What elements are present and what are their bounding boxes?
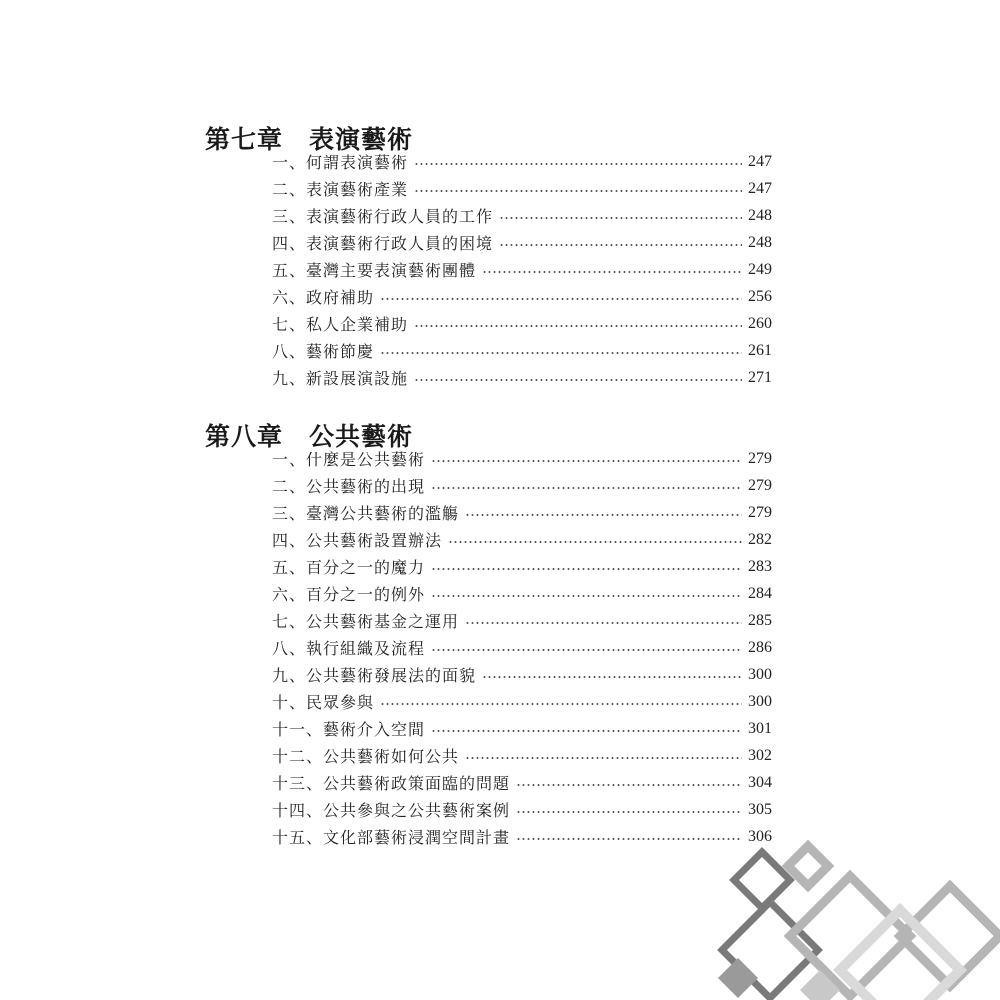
toc-page-number: 300 bbox=[748, 692, 772, 710]
toc-entry[interactable] bbox=[272, 796, 772, 823]
toc-entry-label: 十四、公共參與之公共藝術案例 bbox=[272, 801, 511, 820]
toc-page-number: 279 bbox=[748, 476, 772, 494]
toc-entry-label: 五、臺灣主要表演藝術團體 bbox=[272, 261, 477, 280]
toc-entry[interactable] bbox=[272, 256, 772, 283]
dot-leader bbox=[414, 163, 742, 165]
dot-leader bbox=[380, 352, 742, 354]
toc-entry-label: 十一、藝術介入空間 bbox=[272, 720, 426, 739]
toc-page-number: 247 bbox=[748, 152, 772, 170]
dot-leader bbox=[465, 622, 742, 624]
toc-page-number: 249 bbox=[748, 260, 772, 278]
dot-leader bbox=[465, 757, 742, 759]
chapter-number: 第七章 bbox=[205, 125, 284, 154]
toc-page-number: 261 bbox=[748, 341, 772, 359]
toc-entry-label: 九、公共藝術發展法的面貌 bbox=[272, 666, 477, 685]
toc-entry[interactable] bbox=[272, 742, 772, 769]
toc-entry-label: 四、表演藝術行政人員的困境 bbox=[272, 234, 494, 253]
toc-entry[interactable] bbox=[272, 634, 772, 661]
toc-page-number: 284 bbox=[748, 584, 772, 602]
chapter-name: 表演藝術 bbox=[309, 125, 414, 154]
toc-entry[interactable] bbox=[272, 445, 772, 472]
toc-entry[interactable] bbox=[272, 229, 772, 256]
toc-page-number: 306 bbox=[748, 827, 772, 845]
toc-page-number: 247 bbox=[748, 179, 772, 197]
toc-entry-label: 二、公共藝術的出現 bbox=[272, 477, 426, 496]
chapter-8-entries bbox=[272, 445, 772, 850]
toc-entry[interactable] bbox=[272, 337, 772, 364]
toc-entry[interactable] bbox=[272, 715, 772, 742]
toc-page-number: 248 bbox=[748, 206, 772, 224]
dot-leader bbox=[482, 676, 742, 678]
toc-entry-label: 十五、文化部藝術浸潤空間計畫 bbox=[272, 828, 511, 847]
toc-entry[interactable] bbox=[272, 499, 772, 526]
dot-leader bbox=[516, 784, 742, 786]
dot-leader bbox=[431, 730, 742, 732]
toc-page-number: 305 bbox=[748, 800, 772, 818]
toc-entry[interactable] bbox=[272, 175, 772, 202]
toc-entry[interactable] bbox=[272, 580, 772, 607]
toc-entry[interactable] bbox=[272, 310, 772, 337]
toc-entry[interactable] bbox=[272, 553, 772, 580]
dot-leader bbox=[414, 325, 742, 327]
toc-page-number: 282 bbox=[748, 530, 772, 548]
toc-entry[interactable] bbox=[272, 607, 772, 634]
toc-page-number: 271 bbox=[748, 368, 772, 386]
chapter-7-entries bbox=[272, 148, 772, 391]
toc-entry-label: 六、政府補助 bbox=[272, 288, 375, 307]
toc-entry-label: 五、百分之一的魔力 bbox=[272, 558, 426, 577]
dot-leader bbox=[414, 190, 742, 192]
toc-entry-label: 七、公共藝術基金之運用 bbox=[272, 612, 460, 631]
toc-entry-label: 二、表演藝術產業 bbox=[272, 180, 409, 199]
toc-entry-label: 十、民眾參與 bbox=[272, 693, 375, 712]
dot-leader bbox=[380, 298, 742, 300]
dot-leader bbox=[431, 460, 742, 462]
toc-page-number: 300 bbox=[748, 665, 772, 683]
dot-leader bbox=[465, 514, 742, 516]
dot-leader bbox=[499, 217, 742, 219]
toc-page-number: 301 bbox=[748, 719, 772, 737]
dot-leader bbox=[431, 595, 742, 597]
toc-page-number: 260 bbox=[748, 314, 772, 332]
toc-page-number: 279 bbox=[748, 449, 772, 467]
toc-entry[interactable] bbox=[272, 526, 772, 553]
toc-entry-label: 一、什麼是公共藝術 bbox=[272, 450, 426, 469]
toc-entry[interactable] bbox=[272, 283, 772, 310]
toc-page-number: 286 bbox=[748, 638, 772, 656]
dot-leader bbox=[431, 487, 742, 489]
dot-leader bbox=[482, 271, 742, 273]
toc-entry-label: 三、臺灣公共藝術的濫觴 bbox=[272, 504, 460, 523]
dot-leader bbox=[431, 568, 742, 570]
toc-entry-label: 一、何謂表演藝術 bbox=[272, 153, 409, 172]
toc-entry[interactable] bbox=[272, 823, 772, 850]
dot-leader bbox=[380, 703, 742, 705]
toc-entry[interactable] bbox=[272, 202, 772, 229]
toc-entry-label: 九、新設展演設施 bbox=[272, 369, 409, 388]
dot-leader bbox=[414, 379, 742, 381]
chapter-number: 第八章 bbox=[205, 422, 284, 451]
chapter-name: 公共藝術 bbox=[309, 422, 414, 451]
toc-page-number: 283 bbox=[748, 557, 772, 575]
toc-page-number: 279 bbox=[748, 503, 772, 521]
toc-entry[interactable] bbox=[272, 769, 772, 796]
toc-page-number: 285 bbox=[748, 611, 772, 629]
toc-entry-label: 八、執行組織及流程 bbox=[272, 639, 426, 658]
toc-entry-label: 六、百分之一的例外 bbox=[272, 585, 426, 604]
toc-entry-label: 三、表演藝術行政人員的工作 bbox=[272, 207, 494, 226]
diamond-pattern-icon bbox=[700, 840, 1000, 1000]
toc-page-number: 248 bbox=[748, 233, 772, 251]
toc-entry-label: 四、公共藝術設置辦法 bbox=[272, 531, 443, 550]
toc-entry-label: 十三、公共藝術政策面臨的問題 bbox=[272, 774, 511, 793]
toc-entry[interactable] bbox=[272, 688, 772, 715]
toc-entry[interactable] bbox=[272, 472, 772, 499]
dot-leader bbox=[516, 811, 742, 813]
dot-leader bbox=[448, 541, 742, 543]
dot-leader bbox=[431, 649, 742, 651]
toc-page-number: 302 bbox=[748, 746, 772, 764]
dot-leader bbox=[499, 244, 742, 246]
toc-entry[interactable] bbox=[272, 148, 772, 175]
toc-page-number: 256 bbox=[748, 287, 772, 305]
toc-entry-label: 十二、公共藝術如何公共 bbox=[272, 747, 460, 766]
toc-entry[interactable] bbox=[272, 364, 772, 391]
toc-entry-label: 八、藝術節慶 bbox=[272, 342, 375, 361]
toc-page-number: 304 bbox=[748, 773, 772, 791]
toc-entry[interactable] bbox=[272, 661, 772, 688]
toc-entry-label: 七、私人企業補助 bbox=[272, 315, 409, 334]
